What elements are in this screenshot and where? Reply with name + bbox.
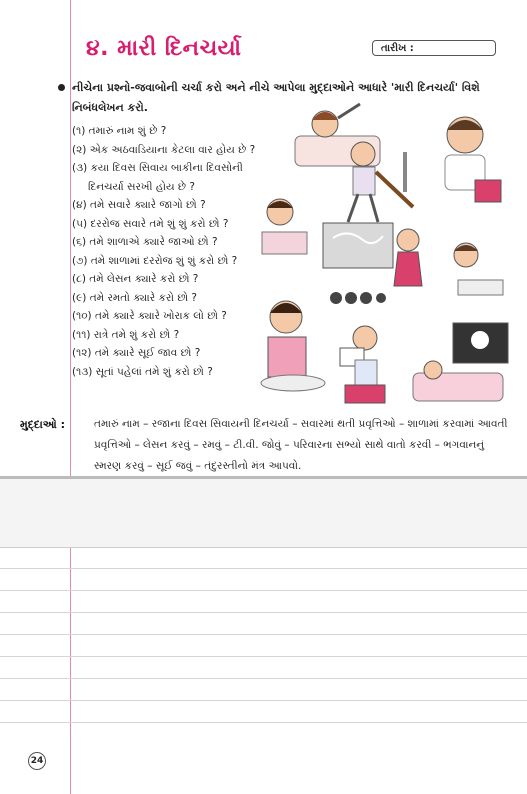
question-item-continued: દિનચર્યા સરખી હોય છે ? [88,180,195,193]
page-title: ૪. મારી દિનચર્યા [86,36,242,61]
separator-band [0,476,527,548]
question-item: (૨) એક અઠવાડિયાના કેટલા વાર હોય છે ? [72,143,256,156]
date-field[interactable]: તારીખ : [372,40,496,56]
question-item: (૪) તમે સવારે ક્યારે જાગો છો ? [72,199,206,211]
question-item: (૯) તમે રમતો ક્યારે કરો છો ? [72,291,197,304]
instruction-text: નીચેના પ્રશ્નો-જવાબોની ચર્ચા કરો અને નીચે આપેલા મુદ્દાઓને આધારે 'મારી દિનચર્યા' વિશે નિબંધલેખન કરો. [72,81,480,114]
bullet-icon [58,84,65,91]
question-item: (૮) તમે લેસન ક્યારે કરો છો ? [72,273,199,285]
girl-studying-illustration [252,192,314,262]
pointers-label: મુદ્દાઓ : [20,418,65,431]
question-item: (૭) તમે શાળામાં દરરોજ શું શું કરો છો ? [72,254,238,267]
kid-sleeping-illustration [408,318,513,413]
question-item: (૧૦) તમે ક્યારે ક્યારે ખોરાક લો છો ? [72,310,227,322]
question-item: (૧) તમારું નામ શું છે ? [72,125,167,137]
question-item: (૧૨) તમે ક્યારે સૂઈ જાવ છો ? [72,347,201,359]
question-item: (૧૧) રાત્રે તમે શું કરો છો ? [72,328,180,341]
boy-reading-illustration [335,320,400,405]
boy-homework-illustration [438,235,508,305]
classroom-kids-illustration [326,288,386,308]
question-item: (૧૩) સૂતાં પહેલાં તમે શું કરો છો ? [72,365,213,378]
writing-line [0,678,527,679]
question-item: (૩) કયા દિવસ સિવાય બાકીના દિવસોની [72,162,243,174]
teacher-blackboard-illustration [318,218,428,288]
writing-line [0,568,527,569]
page-number: 24 [28,752,46,770]
writing-line [0,722,527,723]
boy-brushing-illustration [420,100,510,210]
kids-playing-cricket-illustration [318,132,428,227]
writing-line [0,634,527,635]
question-item: (૬) તમે શાળાએ ક્યારે જાઓ છો ? [72,236,218,248]
writing-line [0,612,527,613]
margin-line [70,0,71,794]
question-list [72,122,255,381]
pointers-text: તમારું નામ – રજાના દિવસ સિવાયની દિનચર્યા – સવારમાં થતી પ્રવૃત્તિઓ – શાળામાં કરવામાં આવતી પ્રવૃત્તિઓ – લેસન કરવું – રમવું – ટી.વી. જોવું – પરિવારના સભ્યો સાથે વાતો કરવી – ભગવાનનું સ્મરણ કરવું – સૂઈ જવું – તંદુરસ્તીનો મંત્ર આપવો. [94,418,508,472]
question-item: (૫) દરરોજ સવારે તમે શું શું કરો છો ? [72,217,229,230]
writing-line [0,656,527,657]
writing-line [0,590,527,591]
girl-eating-illustration [248,285,330,395]
writing-line [0,700,527,701]
